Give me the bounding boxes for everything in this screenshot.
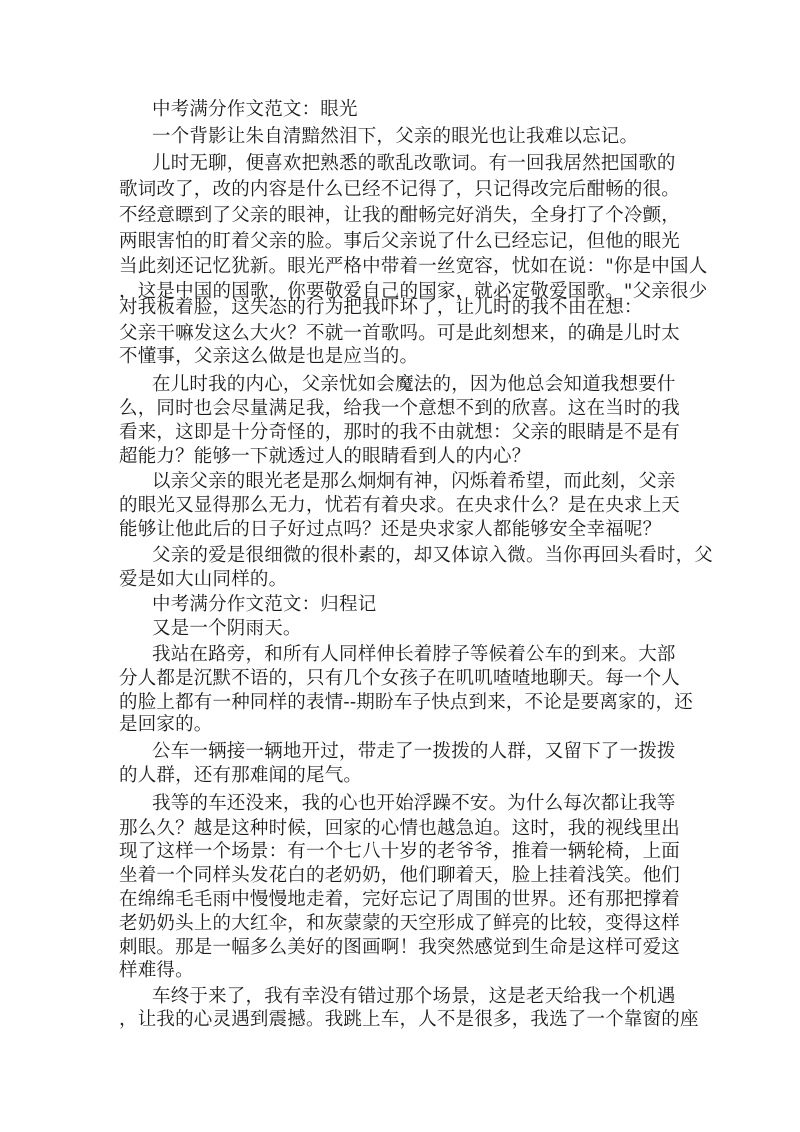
text-line: 爱是如大山同样的。 [119, 569, 288, 590]
text-line: 刺眼。那是一幅多么美好的图画啊！我突然感觉到生命是这样可爱这 [119, 937, 681, 958]
text-line: 分人都是沉默不语的，只有几个女孩子在叽叽喳喳地聊天。每一个人 [119, 668, 681, 689]
essay-title-2: 中考满分作文范文：归程记 [152, 594, 377, 615]
text-line: 以亲父亲的眼光老是那么炯炯有神，闪烁着希望，而此刻，父亲 [152, 471, 676, 492]
text-line: 老奶奶头上的大红伞，和灰蒙蒙的天空形成了鲜亮的比较，变得这样 [119, 913, 681, 934]
text-line: ，让我的心灵遇到震撼。我跳上车，人不是很多，我选了一个靠窗的座 [119, 1009, 699, 1030]
text-line: 对我板着脸，这失态的行为把我吓坏了，让儿时的我不由在想： [119, 297, 643, 318]
text-line: 父亲的爱是很细微的很朴素的，却又体谅入微。当你再回头看时，父 [152, 545, 714, 566]
text-line: 在儿时我的内心，父亲忧如会魔法的，因为他总会知道我想要什 [152, 374, 676, 395]
text-line: 看来，这即是十分奇怪的，那时的我不由就想：父亲的眼睛是不是有 [119, 422, 681, 443]
text-line: 那么久？越是这种时候，回家的心情也越急迫。这时，我的视线里出 [119, 818, 681, 839]
text-line: 一个背影让朱自清黯然泪下，父亲的眼光也让我难以忘记。 [152, 126, 639, 147]
text-line: 的人群，还有那难闻的尾气。 [119, 765, 363, 786]
text-line: 车终于来了，我有幸没有错过那个场景，这是老天给我一个机遇 [152, 986, 676, 1007]
text-line: 坐着一个同样头发花白的老奶奶，他们聊着天，脸上挂着浅笑。他们 [119, 865, 681, 886]
text-line: 超能力？能够一下就透过人的眼睛看到人的内心？ [119, 446, 531, 467]
text-line: ，这是中国的国歌，你要敬爱自己的国家，就必定敬爱国歌。"父亲很少 [119, 281, 708, 302]
essay-title-1: 中考满分作文范文：眼光 [152, 99, 358, 120]
text-line: 不经意瞟到了父亲的眼神，让我的酣畅完好消失，全身打了个冷颤， [119, 205, 681, 226]
text-line: 的脸上都有一种同样的表情--期盼车子快点到来，不论是要离家的，还 [119, 692, 693, 713]
text-line: 公车一辆接一辆地开过，带走了一拨拨的人群，又留下了一拨拨 [152, 741, 676, 762]
text-line: 现了这样一个场景：有一个七八十岁的老爷爷，推着一辆轮椅，上面 [119, 841, 681, 862]
text-line: 歌词改了，改的内容是什么已经不记得了，只记得改完后酣畅的很。 [119, 179, 681, 200]
text-line: 我站在路旁，和所有人同样伸长着脖子等候着公车的到来。大部 [152, 644, 676, 665]
text-line: 我等的车还没来，我的心也开始浮躁不安。为什么每次都让我等 [152, 793, 676, 814]
text-line: 当此刻还记忆犹新。眼光严格中带着一丝宽容，忧如在说："你是中国人 [119, 256, 708, 277]
text-line: 不懂事，父亲这么做是也是应当的。 [119, 346, 419, 367]
text-line: 么，同时也会尽量满足我，给我一个意想不到的欣喜。这在当时的我 [119, 398, 681, 419]
text-line: 是回家的。 [119, 714, 213, 735]
text-line: 在绵绵毛毛雨中慢慢地走着，完好忘记了周围的世界。还有那把撑着 [119, 889, 681, 910]
text-line: 样难得。 [119, 960, 194, 981]
text-line: 的眼光又显得那么无力，忧若有着央求。在央求什么？是在央求上天 [119, 495, 681, 516]
text-line: 两眼害怕的盯着父亲的脸。事后父亲说了什么已经忘记，但他的眼光 [119, 231, 681, 252]
text-line: 儿时无聊，便喜欢把熟悉的歌乱改歌词。有一回我居然把国歌的 [152, 153, 676, 174]
text-line: 父亲干嘛发这么大火？不就一首歌吗。可是此刻想来，的确是儿时太 [119, 323, 681, 344]
text-line: 能够让他此后的日子好过点吗？还是央求家人都能够安全幸福呢？ [119, 519, 662, 540]
text-line: 又是一个阴雨天。 [152, 618, 302, 639]
